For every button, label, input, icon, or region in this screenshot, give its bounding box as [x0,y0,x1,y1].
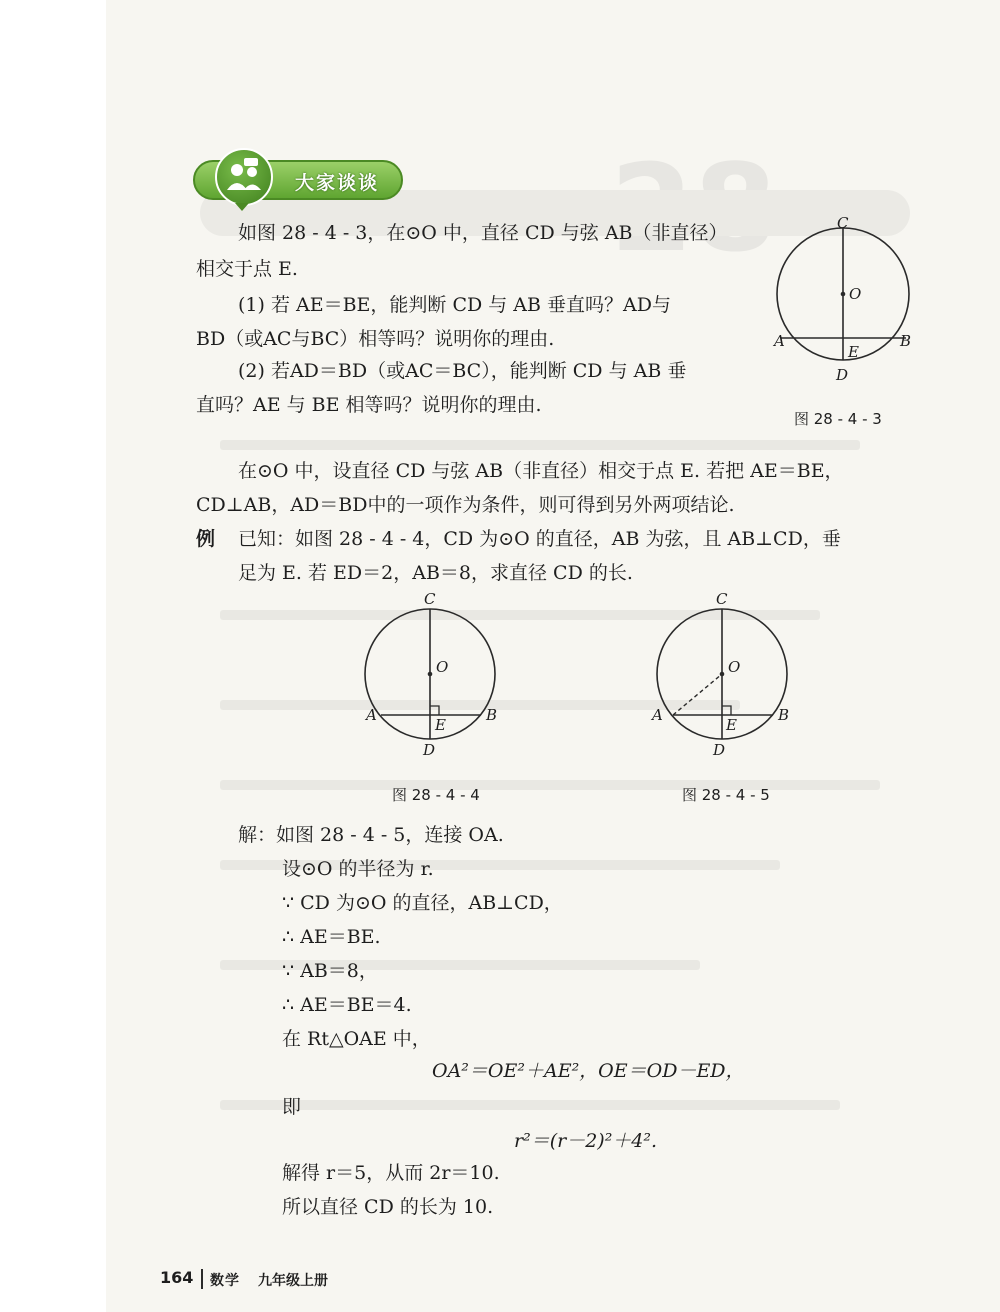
badge-pointer [235,203,249,211]
example-line-2: 足为 E. 若 ED＝2，AB＝8，求直径 CD 的长. [238,562,633,584]
solution-line-2: 设⊙O 的半径为 r. [282,858,434,880]
label-A: A [774,332,785,350]
summary-line-1: 在⊙O 中，设直径 CD 与弦 AB（非直径）相交于点 E. 若把 AE＝BE， [238,460,844,482]
example-label: 例 [196,528,216,550]
section-badge [193,148,405,208]
discussion-people-icon [215,148,273,206]
label-D: D [836,366,849,384]
label-B: B [778,706,790,724]
solution-line-7: 在 Rt△OAE 中， [282,1028,431,1050]
solution-line-1: 解：如图 28 - 4 - 5，连接 OA. [238,824,504,846]
label-A: A [652,706,663,724]
figure-caption-28-4-5: 图 28 - 4 - 5 [682,786,770,804]
solution-line-9: 即 [282,1096,302,1118]
label-B: B [486,706,498,724]
label-E: E [726,716,737,734]
solution-line-6: ∴ AE＝BE＝4. [282,994,412,1016]
discussion-line-6: 直吗？AE 与 BE 相等吗？说明你的理由. [196,394,542,416]
figure-28-4-5 [648,588,798,760]
label-C: C [837,214,849,232]
label-A: A [366,706,377,724]
label-O: O [849,285,862,303]
discussion-line-5: (2) 若AD＝BD（或AC＝BC），能判断 CD 与 AB 垂 [238,360,687,382]
solution-equation-2: r²＝(r－2)²＋4². [514,1130,658,1152]
example-line-1: 已知：如图 28 - 4 - 4，CD 为⊙O 的直径，AB 为弦，且 AB⊥CD，垂 [238,528,841,550]
section-title: 大家谈谈 [295,172,380,194]
label-D: D [423,741,436,759]
footer-divider [201,1269,203,1289]
solution-line-11: 解得 r＝5，从而 2r＝10. [282,1162,500,1184]
figure-28-4-3 [770,216,920,386]
label-O: O [728,658,741,676]
label-C: C [424,590,436,608]
figure-caption-28-4-4: 图 28 - 4 - 4 [392,786,480,804]
label-E: E [435,716,446,734]
solution-line-12: 所以直径 CD 的长为 10. [282,1196,494,1218]
solution-line-4: ∴ AE＝BE. [282,926,381,948]
label-B: B [900,332,912,350]
discussion-line-1: 如图 28 - 4 - 3，在⊙O 中，直径 CD 与弦 AB（非直径） [238,222,728,244]
solution-line-3: ∵ CD 为⊙O 的直径，AB⊥CD， [282,892,563,914]
footer-grade: 九年级上册 [258,1273,328,1289]
footer-subject: 数学 [210,1273,240,1289]
solution-equation-1: OA²＝OE²＋AE²，OE＝OD－ED， [432,1060,745,1082]
solution-line-5: ∵ AB＝8， [282,960,378,982]
figure-28-4-4 [356,588,506,760]
figure-caption-28-4-3: 图 28 - 4 - 3 [794,410,882,428]
label-E: E [848,343,859,361]
discussion-line-3: (1) 若 AE＝BE，能判断 CD 与 AB 垂直吗？AD与 [238,294,671,316]
summary-line-2: CD⊥AB，AD＝BD中的一项作为条件，则可得到另外两项结论. [196,494,735,516]
label-C: C [716,590,728,608]
page-number: 164 [160,1268,194,1287]
discussion-line-4: BD（或AC与BC）相等吗？说明你的理由. [196,328,555,350]
label-D: D [713,741,726,759]
label-O: O [436,658,449,676]
discussion-line-2: 相交于点 E. [196,258,298,280]
